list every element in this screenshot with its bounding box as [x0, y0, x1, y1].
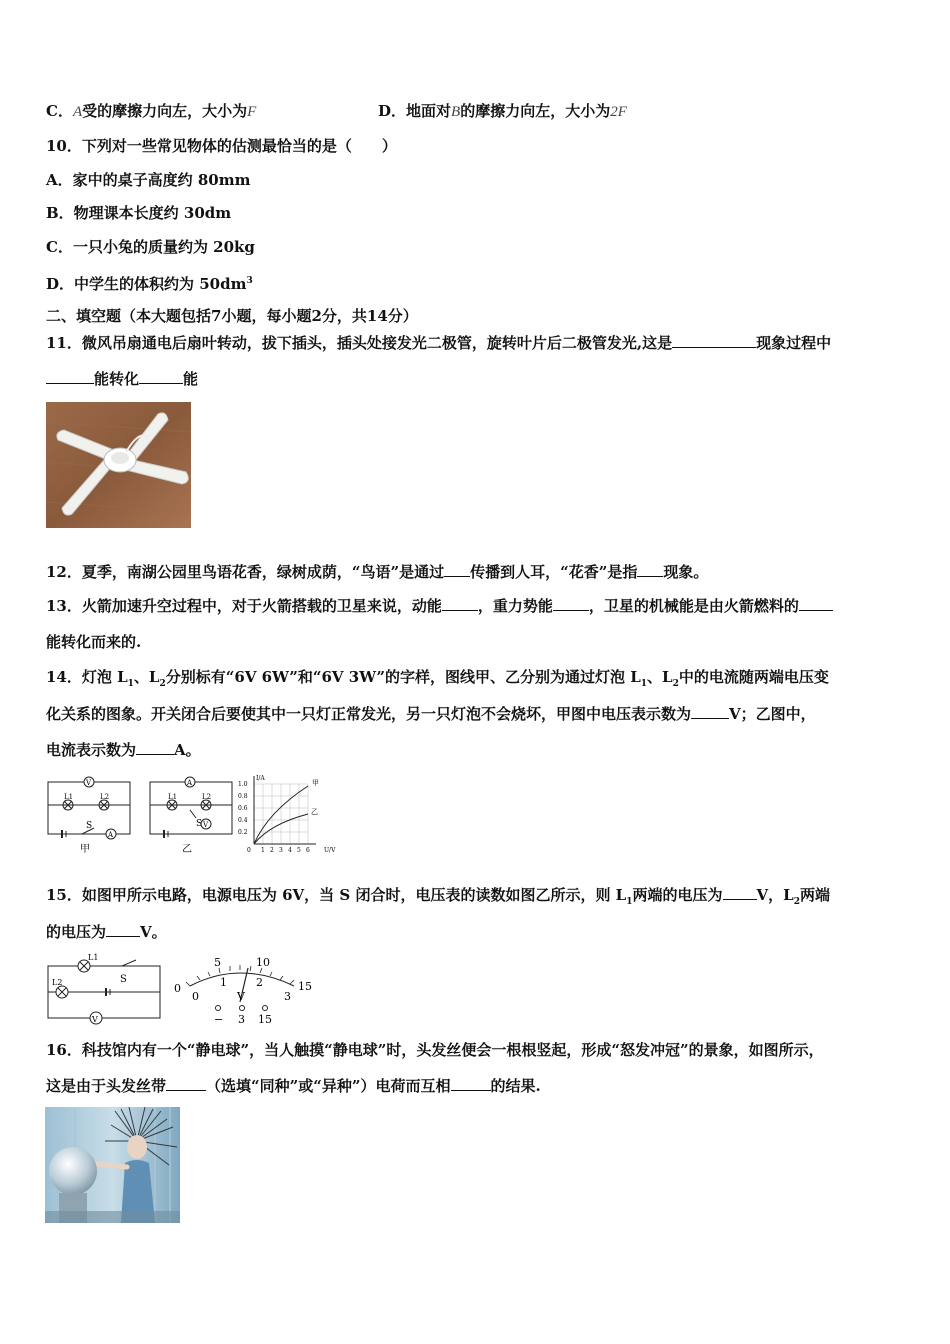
xtick-6: 6	[306, 847, 310, 854]
q12-blank2[interactable]	[637, 562, 663, 577]
q15-blank1[interactable]	[723, 885, 757, 900]
q15-circuit	[48, 960, 160, 1024]
graph-curve-jia-label: 甲	[312, 779, 319, 787]
ceiling-fan-photo	[46, 402, 191, 528]
ytick-0-8: 0.8	[238, 793, 248, 800]
q15-t5: 的电压为	[46, 923, 107, 941]
q13-blank2[interactable]	[553, 596, 589, 611]
xtick-2: 2	[270, 847, 274, 854]
q9-option-d	[378, 101, 627, 122]
q15-t3: V，L	[756, 886, 794, 904]
q15-t2: 两端的电压为	[632, 886, 723, 904]
q9-d-text: 的摩擦力向左，大小为	[460, 102, 611, 120]
q13-text2: ，重力势能	[477, 597, 553, 615]
q16-t1: 这是由于头发丝带	[46, 1077, 167, 1095]
ytick-1-0: 1.0	[238, 781, 248, 788]
q16-t3: 的结果.	[490, 1077, 541, 1095]
jia-l1-label: L1	[64, 793, 74, 801]
q13-line1	[46, 596, 833, 616]
q14-t6: 化关系的图象。开关闭合后要使其中一只灯正常发光，另一只灯泡不会烧坏，甲图中电压表示数为	[46, 705, 692, 723]
q14-blank1[interactable]	[691, 704, 729, 719]
q12-line	[46, 562, 708, 582]
iu-graph	[238, 775, 336, 854]
q9-d-prefix: D．地面对	[378, 102, 452, 120]
q14-figure	[44, 772, 344, 856]
q11-blank1[interactable]	[672, 333, 756, 348]
q14-blank2[interactable]	[136, 740, 174, 755]
q15-l1-label: L1	[88, 953, 99, 962]
graph-curve-yi-label: 乙	[311, 808, 318, 816]
q10-option-d	[46, 271, 253, 294]
q12-blank1[interactable]	[444, 562, 470, 577]
q11-blank3[interactable]	[139, 369, 183, 384]
q16-blank1[interactable]	[166, 1076, 206, 1091]
q12-text1: 12．夏季，南湖公园里鸟语花香，绿树成荫，“鸟语”是通过	[46, 563, 445, 581]
q9-d-var: B	[451, 104, 461, 120]
yi-volt-label: V	[203, 821, 209, 829]
q15-t4: 两端	[799, 886, 830, 904]
yi-label: 乙	[182, 844, 192, 855]
q11-text1: 11．微风吊扇通电后扇叶转动，拔下插头，插头处接发光二极管，旋转叶片后二极管发光,这是	[46, 334, 673, 352]
q16-blank2[interactable]	[451, 1076, 491, 1091]
q15-line2	[46, 922, 167, 942]
q13-blank1[interactable]	[442, 596, 478, 611]
q11-blank2[interactable]	[46, 369, 94, 384]
ytick-0-2: 0.2	[238, 829, 248, 836]
q11-text2: 现象过程中	[756, 334, 832, 352]
q15-l2-label: L2	[52, 978, 63, 987]
jia-volt-label: V	[86, 779, 92, 787]
q9-c-val: F	[247, 104, 257, 120]
q14-t4: 、L	[647, 668, 673, 686]
q15-figure	[44, 952, 324, 1028]
yi-switch-label: S	[196, 819, 203, 829]
terminal-3: 3	[238, 1013, 245, 1026]
q12-text3: 现象。	[663, 563, 709, 581]
q14-line1	[46, 667, 829, 694]
dial-volt-label: V	[237, 990, 245, 1003]
q9-c-var: A	[72, 104, 83, 120]
jia-amp-label: A	[108, 831, 114, 839]
yi-l1-label: L1	[168, 793, 178, 801]
xtick-5: 5	[297, 847, 301, 854]
q15-t6: V。	[140, 923, 167, 941]
q10-option-b: B．物理课本长度约 30dm	[46, 204, 232, 222]
q11-text4: 能	[183, 370, 199, 388]
q11-text3: 能转化	[94, 370, 140, 388]
q14-t7: V；乙图中，	[729, 705, 816, 723]
q13-line2: 能转化而来的.	[46, 633, 142, 651]
dial-outer-5: 5	[214, 956, 221, 969]
q9-c-prefix: C．	[46, 102, 73, 120]
q15-sub2: 2	[793, 897, 800, 907]
dial-inner-1: 1	[220, 976, 227, 989]
q14-sub1: 1	[127, 679, 134, 689]
q14-sub3: 1	[640, 679, 648, 689]
yi-l2-label: L2	[202, 793, 212, 801]
dial-inner-3: 3	[284, 990, 291, 1003]
q14-t2: 、L	[133, 668, 160, 686]
q14-t9: A。	[174, 741, 201, 759]
q15-blank2[interactable]	[106, 922, 140, 937]
q10-d-text: D．中学生的体积约为 50dm	[46, 275, 247, 293]
q14-sub4: 2	[672, 679, 679, 689]
dial-inner-0: 0	[192, 990, 199, 1003]
q15-sub1: 1	[626, 897, 633, 907]
jia-label: 甲	[80, 844, 90, 855]
q13-text1: 13．火箭加速升空过程中，对于火箭搭载的卫星来说，动能	[46, 597, 442, 615]
q14-t5: 中的电流随两端电压变	[678, 668, 829, 686]
q15-volt-label: V	[92, 1015, 98, 1024]
q15-line1	[46, 885, 830, 912]
xtick-1: 1	[261, 847, 265, 854]
q14-line3	[46, 740, 201, 760]
ytick-0-6: 0.6	[238, 805, 248, 812]
q14-t3: 分别标有“6V 6W”和“6V 3W”的字样，图线甲、乙分别为通过灯泡 L	[165, 668, 641, 686]
q15-t1: 15．如图甲所示电路，电源电压为 6V，当 S 闭合时，电压表的读数如图乙所示，则 L	[46, 886, 627, 904]
q11-line1	[46, 333, 831, 353]
q9-c-text: 受的摩擦力向左，大小为	[82, 102, 248, 120]
static-ball-photo	[45, 1107, 180, 1223]
terminal-neg: −	[214, 1013, 224, 1026]
q10-stem: 10．下列对一些常见物体的估测最恰当的是（ ）	[46, 137, 397, 155]
q14-t1: 14．灯泡 L	[46, 668, 128, 686]
dial-inner-2: 2	[256, 976, 263, 989]
jia-switch-label: S	[86, 821, 93, 831]
q9-d-val: 2F	[610, 104, 627, 120]
yi-amp-label: A	[187, 779, 193, 787]
q14-line2	[46, 704, 816, 724]
q10-option-c: C．一只小兔的质量约为 20kg	[46, 238, 255, 256]
dial-outer-10: 10	[256, 956, 270, 969]
q10-d-sup: 3	[246, 276, 253, 286]
q10-option-a: A．家中的桌子高度约 80mm	[46, 171, 251, 189]
dial-outer-15: 15	[298, 980, 312, 993]
graph-xlabel: U/V	[324, 847, 336, 854]
q13-blank3[interactable]	[799, 596, 833, 611]
q14-t8: 电流表示数为	[46, 741, 137, 759]
q13-text3: ，卫星的机械能是由火箭燃料的	[588, 597, 799, 615]
xtick-0: 0	[247, 847, 251, 854]
q9-option-c	[46, 101, 256, 122]
q12-text2: 传播到人耳，“花香”是指	[470, 563, 638, 581]
q16-line1: 16．科技馆内有一个“静电球”，当人触摸“静电球”时，头发丝便会一根根竖起，形成“怒发冲冠”的景象，如图所示，	[46, 1041, 824, 1059]
q15-switch-label: S	[120, 974, 127, 985]
q14-sub2: 2	[159, 679, 166, 689]
q11-line2	[46, 369, 198, 389]
section-heading: 二、填空题（本大题包括7小题，每小题2分，共14分）	[46, 307, 418, 325]
q16-line2	[46, 1076, 541, 1096]
terminal-15: 15	[258, 1013, 272, 1026]
voltmeter-dial	[174, 956, 312, 1026]
graph-ylabel: I/A	[256, 775, 265, 782]
jia-l2-label: L2	[100, 793, 110, 801]
xtick-3: 3	[279, 847, 283, 854]
ytick-0-4: 0.4	[238, 817, 248, 824]
q16-t2: （选填“同种”或“异种”）电荷而互相	[206, 1077, 451, 1095]
dial-outer-0: 0	[174, 982, 181, 995]
xtick-4: 4	[288, 847, 292, 854]
